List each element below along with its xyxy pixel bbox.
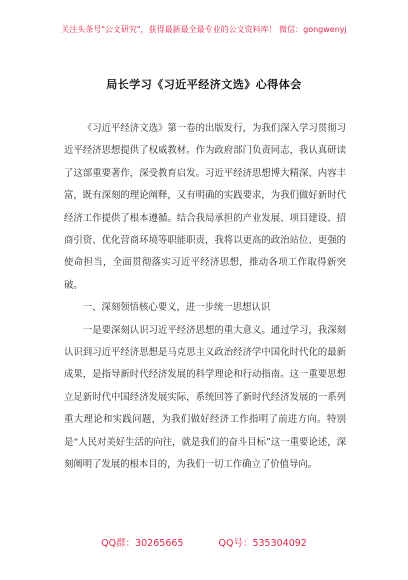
section-paragraph: 一是要深刻认识习近平经济思想的重大意义。通过学习，我深刻认识到习近平经济思想是马克思主义政治经济学中国化时代化的最新成果，是指导新时代经济发展的科学理论和行动指南。这一重要思想立足新时代中国经济发展实际，系统回答了新时代经济发展的一系列重大理论和实践问题，为我们做好经济工作指明了前进方向。特别是“人民对美好生活的向往，就是我们的奋斗目标”这一重要论述，深刻阐明了发展的根本目的，为我们一切工作确立了价值导向。 (64, 324, 346, 471)
document-title: 局长学习《习近平经济文选》心得体会 (106, 78, 302, 91)
intro-paragraph: 《习近平经济文选》第一卷的出版发行，为我们深入学习贯彻习近平经济思想提供了权威教材。作为政府部门负责同志，我认真研读了这部重要著作，深受教育启发。习近平经济思想博大精深、内容丰富，既有深刻的理论阐释，又有明确的实践要求，为我们做好新时代经济工作提供了根本遵循。结合我局承担的产业发展、项目建设、招商引资、优化营商环境等职能职责，我将以更高的政治站位、更强的使命担当，全面贯彻落实习近平经济思想，推动各项工作取得新突破。 (64, 123, 346, 291)
section-heading: 一、深刻领悟核心要义，进一步统一思想认识 (82, 302, 271, 314)
header-promo-note: 关注头条号"公文研究"，获得最新最全最专业的公文资料库！ 微信：gongwenyj (61, 25, 347, 34)
footer-contact (0, 535, 408, 549)
document-body (64, 118, 346, 477)
footer-qq-group: QQ群：30265665 (101, 538, 184, 549)
footer-qq-number: QQ号：535304092 (218, 538, 307, 549)
